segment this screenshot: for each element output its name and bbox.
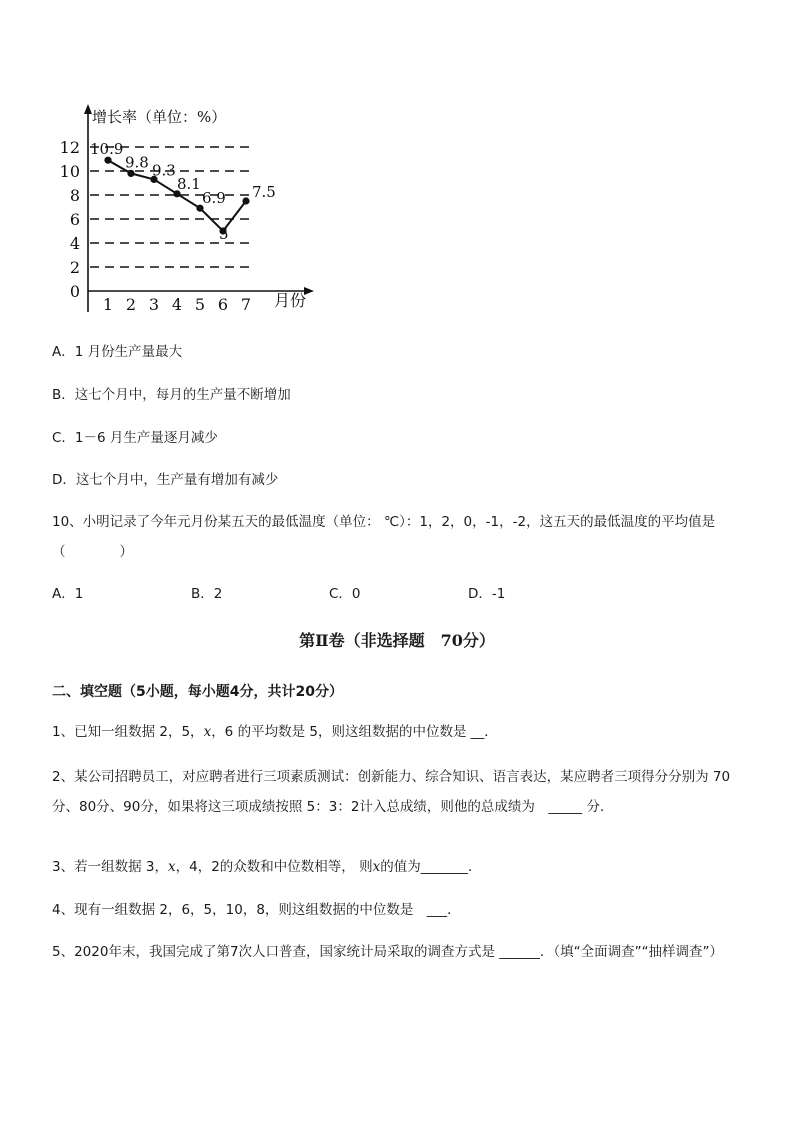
q10-option-d: D．-1: [468, 586, 506, 602]
q9-option-d: D．这七个月中，生产量有增加有减少: [52, 472, 279, 488]
y-tick-label: 8: [69, 186, 80, 205]
q10-question: 10、小明记录了今年元月份某五天的最低温度（单位： ℃）：1，2，0，-1，-2，这五天的最低温度的平均值是（ ）: [52, 514, 716, 560]
x-tick-label: 1: [102, 295, 114, 314]
y-tick-label: 0: [69, 282, 80, 301]
q9-option-c: C．1－6 月生产量逐月减少: [52, 430, 218, 446]
x-tick-label: 3: [148, 295, 160, 314]
data-point: [242, 197, 249, 204]
q3-text-b: ，4，2的众数和中位数相等， 则: [175, 859, 373, 875]
q3-variable: x: [167, 859, 176, 875]
fill-question-3: [52, 857, 481, 877]
section-title: 二、填空题（5小题，每小题4分，共计20分）: [52, 684, 343, 700]
data-value-label: 6.9: [202, 189, 226, 208]
data-value-label: 10.9: [90, 140, 124, 159]
y-tick-label: 6: [69, 210, 80, 229]
q1-variable: x: [203, 724, 212, 740]
x-tick-label: 5: [194, 295, 206, 314]
x-tick-label: 4: [171, 295, 183, 314]
data-value-label: 5: [219, 225, 229, 243]
y-tick-label: 10: [59, 162, 80, 181]
y-tick-label: 12: [59, 138, 80, 157]
q1-text-b: ，6 的平均数是 5，则这组数据的中位数是 __．: [211, 724, 498, 740]
q3-text-a: 3、若一组数据 3，: [52, 859, 168, 875]
data-value-label: 7.5: [252, 183, 276, 201]
fill-question-4: 4、现有一组数据 2，6，5，10，8，则这组数据的中位数是 ___．: [52, 902, 461, 918]
fill-question-1: [52, 722, 498, 742]
y-axis-arrow: [84, 104, 92, 114]
x-tick-label: 2: [125, 295, 137, 314]
y-axis-label: 增长率（单位：%）: [92, 108, 227, 126]
q9-option-b: B．这七个月中，每月的生产量不断增加: [52, 387, 291, 403]
part2-heading: 第Ⅱ卷（非选择题 70分）: [299, 631, 495, 650]
x-axis-label: 月份: [274, 291, 307, 310]
x-tick-label: 6: [217, 295, 229, 314]
q1-text-a: 1、已知一组数据 2，5，: [52, 724, 204, 740]
fill-question-2: 2、某公司招聘员工，对应聘者进行三项素质测试：创新能力、综合知识、语言表达，某应聘者三项得分分别为 70分、80分、90分，如果将这三项成绩按照 5：3：2计入总成绩，则他的总成绩为 _____ 分．: [52, 769, 731, 815]
growth-rate-line-chart: [56, 98, 356, 316]
q3-text-c: 的值为_______．: [380, 859, 482, 875]
data-value-label: 9.3: [152, 161, 176, 180]
y-tick-label: 2: [69, 258, 80, 277]
y-tick-label: 4: [69, 234, 80, 253]
fill-question-5: 5、2020年末，我国完成了第7次人口普查，国家统计局采取的调查方式是 ______．（填“全面调查”“抽样调查”）: [52, 944, 724, 960]
data-value-label: 8.1: [177, 174, 201, 193]
data-value-label: 9.8: [125, 153, 149, 172]
x-tick-label: 7: [240, 295, 252, 314]
q10-option-c: C．0: [329, 586, 361, 602]
q3-variable-2: x: [372, 859, 381, 875]
q10-option-b: B．2: [191, 586, 223, 602]
q10-option-a: A．1: [52, 586, 84, 602]
q9-option-a: A．1 月份生产量最大: [52, 344, 183, 360]
